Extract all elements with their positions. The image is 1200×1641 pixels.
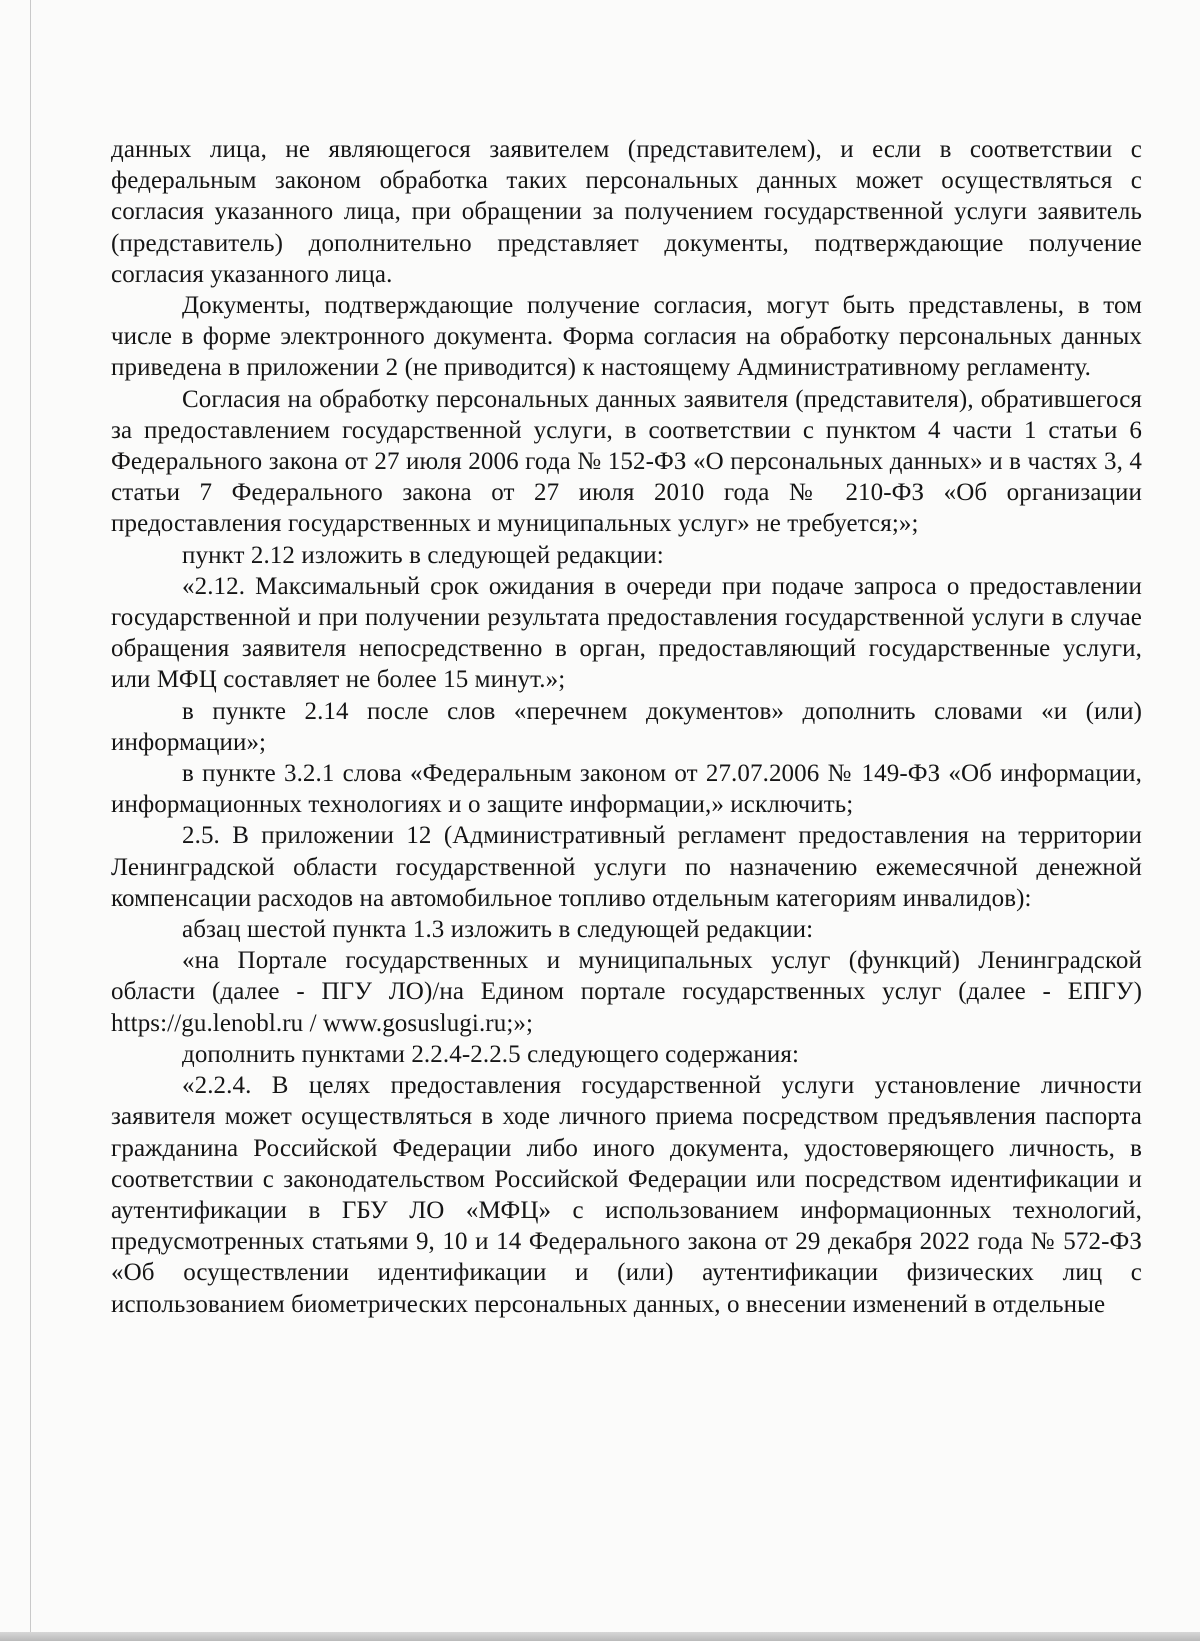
paragraph-continuation: данных лица, не являющегося заявителем (представителем), и если в соответствии с федеральным законом обработка таких персональных данных может осуществляться с согласия указанного лица, при обращении за получением государственной услуги заявитель (представитель) дополнительно представляет документы, подтверждающие получение согласия указанного лица.: [111, 136, 1142, 288]
paragraph-consent-documents: Документы, подтверждающие получение согласия, могут быть представлены, в том числе в форме электронного документа. Форма согласия на обработку персональных данных приведена в приложении 2 (не приводится) к настоящему Административному регламенту.: [111, 292, 1142, 382]
paragraph-clause-2-2-4-text: «2.2.4. В целях предоставления государственной услуги установление личности заявителя может осуществляться в ходе личного приема посредством предъявления паспорта гражданина Российской Федерации либо иного документа, удостоверяющего личность, в соответствии с законодательством Российской Федерации или посредством идентификации и аутентификации в ГБУ ЛО «МФЦ» с использованием информационных технологий, предусмотренных статьями 9, 10 и 14 Федерального закона от 29 декабря 2022 года № 572-ФЗ «Об осуществлении идентификации и (или) аутентификации физических лиц с использованием биометрических персональных данных, о внесении изменений в отдельные: [111, 1072, 1142, 1318]
paragraph-clause-1-3-intro: абзац шестой пункта 1.3 изложить в следующей редакции:: [182, 916, 814, 944]
paragraph-clause-2-14: в пункте 2.14 после слов «перечнем документов» дополнить словами «и (или) информации»;: [111, 697, 1142, 756]
paragraph-clause-3-2-1: в пункте 3.2.1 слова «Федеральным законом от 27.07.2006 № 149-ФЗ «Об информации, информационных технологиях и о защите информации,» исключить;: [111, 760, 1142, 819]
paragraph-clause-2-12-text: «2.12. Максимальный срок ожидания в очереди при подаче запроса о предоставлении государственной и при получении результата предоставления государственной услуги в случае обращения заявителя непосредственно в орган, предоставляющий государственные услуги, или МФЦ составляет не более 15 минут.»;: [111, 572, 1142, 694]
paragraph-clause-2-12-intro: пункт 2.12 изложить в следующей редакции:: [182, 541, 664, 569]
paragraph-clause-1-3-text: «на Портале государственных и муниципальных услуг (функций) Ленинградской области (далее - ПГУ ЛО)/на Едином портале государственных услуг (далее - ЕПГУ) https://gu.lenobl.ru / www.gosuslugi.ru;»;: [111, 947, 1142, 1037]
document-body: [111, 134, 1142, 1320]
page-left-edge: [30, 0, 31, 1641]
paragraph-clauses-2-2-4-intro: дополнить пунктами 2.2.4-2.2.5 следующего содержания:: [182, 1040, 800, 1068]
page-bottom-edge: [0, 1632, 1200, 1641]
paragraph-consent-not-required: Согласия на обработку персональных данных заявителя (представителя), обратившегося за предоставлением государственной услуги, в соответствии с пунктом 4 части 1 статьи 6 Федерального закона от 27 июля 2006 года № 152-ФЗ «О персональных данных» и в частях 3, 4 статьи 7 Федерального закона от 27 июля 2010 года № 210-ФЗ «Об организации предоставления государственных и муниципальных услуг» не требуется;»;: [111, 385, 1142, 538]
paragraph-section-2-5: 2.5. В приложении 12 (Административный регламент предоставления на территории Ленинградской области государственной услуги по назначению ежемесячной денежной компенсации расходов на автомобильное топливо отдельным категориям инвалидов):: [111, 822, 1142, 912]
